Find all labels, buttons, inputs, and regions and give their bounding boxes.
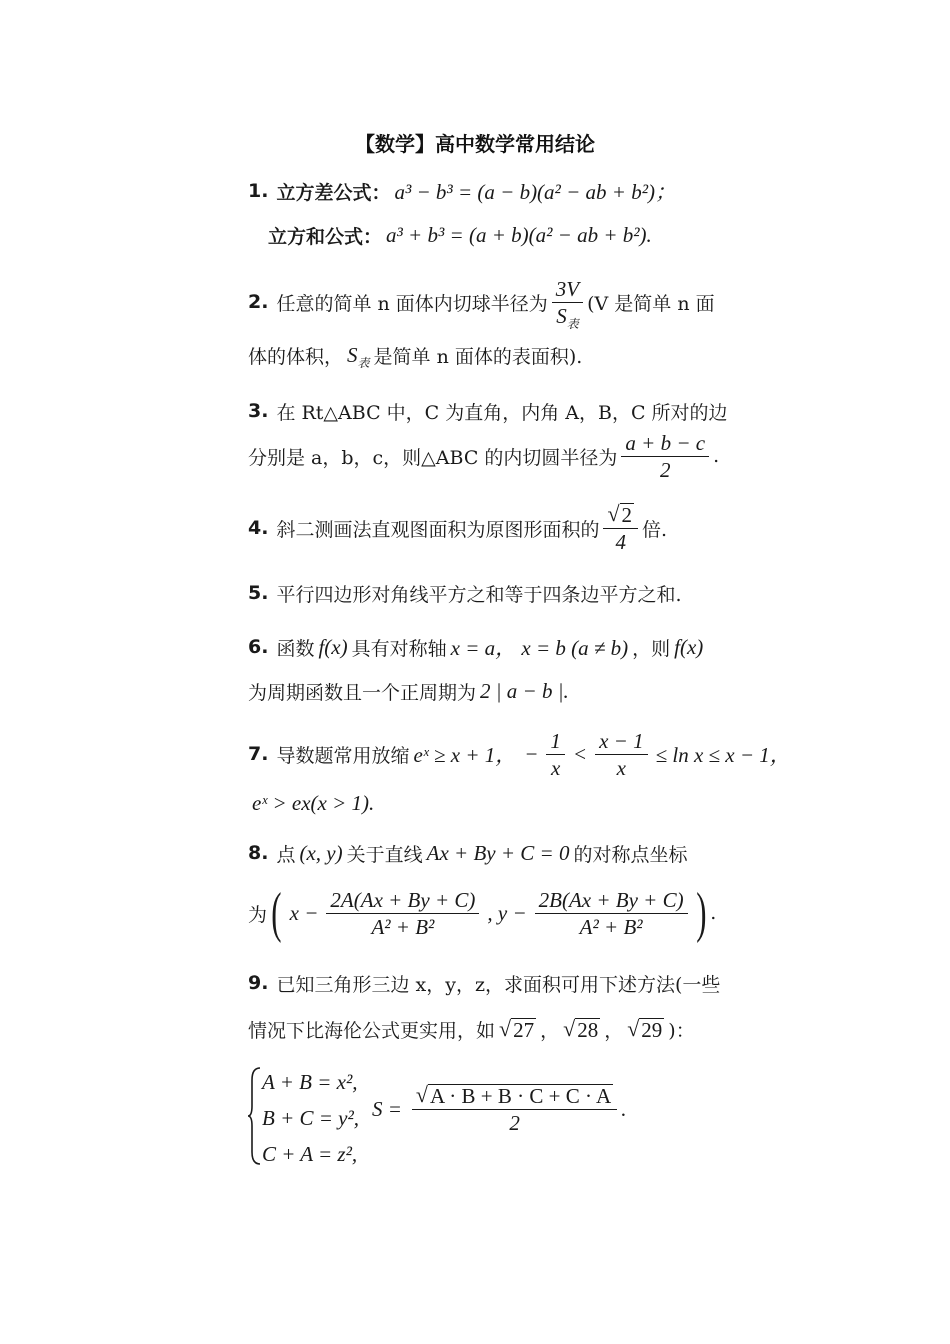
insphere-radius-fraction bbox=[552, 276, 583, 331]
item-7-line-2 bbox=[248, 780, 378, 826]
sqrt-29: √ 29 bbox=[627, 1015, 663, 1042]
item-8-line-2 bbox=[248, 882, 716, 944]
item-6-text-a: 函数 bbox=[276, 637, 315, 660]
item-number: 2. bbox=[248, 291, 269, 313]
item-number: 6. bbox=[248, 636, 269, 658]
item-8-text-d: 为 bbox=[248, 903, 268, 926]
left-brace bbox=[248, 1066, 262, 1166]
log-inequality: ≤ ln x ≤ x − 1， bbox=[655, 743, 791, 767]
minus-sign: − bbox=[524, 741, 539, 766]
x-part: x − bbox=[289, 900, 319, 925]
item-4-text-a: 斜二测画法直观图面积为原图形面积的 bbox=[276, 518, 600, 541]
item-6-text-c: ，则 bbox=[632, 637, 671, 660]
item-6-text-d: 为周期函数且一个正周期为 bbox=[248, 681, 477, 704]
page-title: 【数学】高中数学常用结论 bbox=[355, 132, 595, 156]
fraction-numerator: a + b − c bbox=[621, 432, 709, 457]
period-mark: . bbox=[621, 1096, 627, 1121]
surface-area-symbol bbox=[347, 343, 370, 368]
cube-difference-formula: a³ − b³ = (a − b)(a² − ab + b²)； bbox=[394, 180, 676, 204]
item-3-line-2 bbox=[248, 430, 719, 482]
item-6-line-1 bbox=[248, 624, 707, 670]
less-than: < bbox=[572, 741, 588, 766]
item-8-text-a: 点 bbox=[276, 843, 296, 866]
item-2-text-c1: 体的体积， bbox=[248, 345, 344, 368]
item-number: 7. bbox=[248, 743, 269, 765]
area-ratio-fraction bbox=[603, 503, 638, 553]
radicand: A · B + B · C + C · A bbox=[430, 1084, 612, 1108]
item-6-line-2 bbox=[248, 668, 573, 714]
item-3-text-b: 分别是 a，b，c，则△ABC 的内切圆半径为 bbox=[248, 446, 618, 469]
sqrt-28: √ 28 bbox=[563, 1015, 599, 1042]
item-5-text-a: 平行四边形对角线平方之和等于四条边平方之和. bbox=[276, 583, 682, 606]
system-eq-1: A + B = x², bbox=[262, 1070, 358, 1094]
function-symbol: f(x) bbox=[674, 634, 704, 659]
fraction-denominator: 4 bbox=[615, 530, 626, 554]
fraction-numerator: x − 1 bbox=[595, 730, 648, 755]
item-2-line-1 bbox=[248, 276, 715, 331]
comma: ， bbox=[604, 1019, 624, 1042]
fraction-denominator: 2 bbox=[509, 1111, 520, 1135]
sqrt-27: √ 27 bbox=[499, 1015, 535, 1042]
symmetry-axes: x = a， x = b (a ≠ b) bbox=[450, 636, 629, 660]
incircle-radius-fraction bbox=[621, 432, 709, 481]
item-8-text-b: 关于直线 bbox=[346, 843, 423, 866]
fraction-denominator: x bbox=[616, 755, 626, 780]
item-number: 4. bbox=[248, 517, 269, 539]
sqrt-symbol: √ 2 bbox=[607, 501, 633, 527]
fraction-numerator: 1 bbox=[546, 730, 565, 755]
point-coordinates: (x, y) bbox=[299, 840, 343, 865]
radicand: 28 bbox=[577, 1017, 599, 1042]
item-2-line-2 bbox=[248, 332, 582, 378]
item-8-text-c: 的对称点坐标 bbox=[573, 843, 688, 866]
radicand: 27 bbox=[513, 1017, 535, 1042]
fraction-denominator: x bbox=[550, 755, 561, 780]
y-reflection-fraction bbox=[535, 889, 688, 938]
cube-sum-label: 立方和公式： bbox=[268, 225, 383, 248]
item-number: 9. bbox=[248, 972, 269, 994]
item-3-text-c: . bbox=[713, 445, 720, 467]
item-8-line-1 bbox=[248, 830, 687, 876]
fraction-numerator: 2A(Ax + By + C) bbox=[326, 889, 479, 914]
function-symbol: f(x) bbox=[318, 634, 348, 659]
exp-inequality: eˣ ≥ x + 1， bbox=[413, 743, 517, 767]
item-9-text-c: )： bbox=[668, 1019, 695, 1042]
period-formula: 2 | a − b |. bbox=[480, 678, 569, 703]
item-7-text-a: 导数题常用放缩 bbox=[276, 744, 410, 767]
line-equation: Ax + By + C = 0 bbox=[426, 840, 570, 865]
item-1-line-2 bbox=[268, 212, 656, 258]
item-9-line-2 bbox=[248, 1006, 695, 1052]
system-eq-2: B + C = y², bbox=[262, 1106, 360, 1130]
fraction-denominator: 2 bbox=[659, 457, 671, 482]
item-3-line-1 bbox=[248, 388, 728, 434]
fraction-numerator bbox=[603, 503, 638, 529]
fraction-numerator bbox=[412, 1084, 617, 1110]
s-subscript: 表 bbox=[357, 355, 370, 370]
area-formula bbox=[372, 1084, 626, 1134]
fraction-numerator: 3V bbox=[552, 278, 583, 303]
item-3-text-a: 在 Rt△ABC 中，C 为直角，内角 A，B，C 所对的边 bbox=[276, 401, 728, 424]
area-fraction bbox=[412, 1084, 617, 1134]
item-6-text-b: 具有对称轴 bbox=[351, 637, 447, 660]
cube-difference-label: 立方差公式： bbox=[276, 181, 391, 204]
item-2-text: 任意的简单 n 面体内切球半径为 bbox=[276, 292, 548, 315]
item-4-line-1 bbox=[248, 500, 667, 556]
x-minus-one-over-x-fraction bbox=[595, 730, 648, 779]
sqrt-symbol: √ A · B + B · C + C · A bbox=[415, 1082, 612, 1108]
y-part: , y − bbox=[487, 900, 527, 925]
radicand: 29 bbox=[641, 1017, 663, 1042]
period-mark: . bbox=[710, 902, 717, 924]
item-2-text-b: (V 是简单 n 面 bbox=[587, 292, 715, 315]
radicand: 2 bbox=[621, 503, 633, 527]
s-symbol: S bbox=[347, 342, 358, 367]
item-number: 1. bbox=[248, 180, 269, 202]
exp-ex-inequality: eˣ > ex(x > 1). bbox=[252, 790, 375, 815]
left-paren: ( bbox=[271, 882, 282, 944]
equation-system bbox=[262, 1064, 359, 1172]
item-number: 5. bbox=[248, 582, 269, 604]
item-number: 3. bbox=[248, 400, 269, 422]
system-eq-3: C + A = z², bbox=[262, 1142, 358, 1166]
item-9-text-a: 已知三角形三边 x，y，z，求面积可用下述方法(一些 bbox=[276, 973, 721, 996]
item-4-text-b: 倍. bbox=[642, 518, 668, 541]
fraction-denominator: A² + B² bbox=[579, 914, 643, 939]
fraction-numerator: 2B(Ax + By + C) bbox=[535, 889, 688, 914]
s-symbol: S bbox=[556, 303, 567, 328]
item-1-line-1 bbox=[248, 168, 680, 214]
comma: ， bbox=[540, 1019, 560, 1042]
item-2-text-c2: 是简单 n 面体的表面积). bbox=[373, 345, 583, 368]
item-9-line-1 bbox=[248, 960, 720, 1006]
cube-sum-formula: a³ + b³ = (a + b)(a² − ab + b²). bbox=[386, 222, 652, 247]
s-subscript: 表 bbox=[566, 316, 579, 331]
item-7-line-1 bbox=[248, 728, 795, 780]
fraction-denominator bbox=[552, 303, 583, 331]
item-number: 8. bbox=[248, 842, 269, 864]
area-lhs: S = bbox=[372, 1096, 402, 1121]
right-paren: ) bbox=[695, 882, 707, 944]
fraction-denominator: A² + B² bbox=[371, 914, 435, 939]
item-9-text-b: 情况下比海伦公式更实用，如 bbox=[248, 1019, 496, 1042]
item-5-line-1 bbox=[248, 570, 682, 616]
one-over-x-fraction bbox=[546, 730, 565, 779]
x-reflection-fraction bbox=[326, 889, 479, 938]
